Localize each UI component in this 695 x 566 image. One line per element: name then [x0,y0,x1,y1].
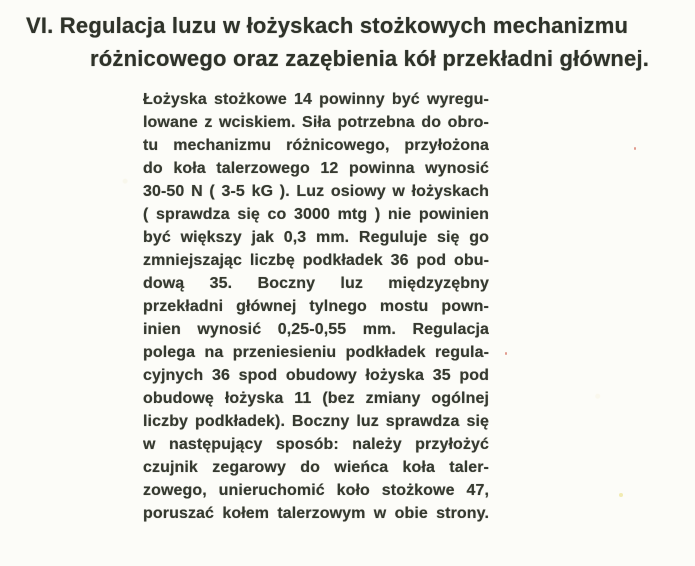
paragraph-line: ( sprawdza się co 3000 mtg ) nie powinien [143,206,489,223]
paragraph-line: liczby podkładek). Boczny luz sprawdza się [143,413,489,430]
body-paragraph [143,88,489,525]
scan-speckle [505,352,507,355]
paragraph-line: Łożyska stożkowe 14 powinny być wyregu- [143,91,489,108]
paragraph-line: cyjnych 36 spod obudowy łożyska 35 pod [143,367,489,384]
section-heading-line-2: różnicowego oraz zazębienia kół przekładni głównej. [90,46,650,71]
scan-speckle [619,493,623,497]
paragraph-line: być większy jak 0,3 mm. Reguluje się go [143,229,489,246]
paragraph-line: dową 35. Boczny luz międzyzębny [143,275,489,292]
paragraph-line: obudowę łożyska 11 (bez zmiany ogólnej [143,390,489,407]
paragraph-line: zowego, unieruchomić koło stożkowe 47, [143,482,489,499]
paragraph-line: zmniejszając liczbę podkładek 36 pod obu- [143,252,489,269]
paragraph-line: w następujący sposób: należy przyłożyć [143,436,489,453]
scan-speckle [634,147,636,150]
paragraph-line: przekładni głównej tylnego mostu pown- [143,298,489,315]
paragraph-line: polega na przeniesieniu podkładek regula- [143,344,489,361]
paragraph-line: 30-50 N ( 3-5 kG ). Luz osiowy w łożyskach [143,183,489,200]
section-heading-line-1: VI. Regulacja luzu w łożyskach stożkowych mechanizmu [26,13,629,38]
paragraph-line: poruszać kołem talerzowym w obie strony. [143,505,489,522]
paragraph-line: inien wynosić 0,25-0,55 mm. Regulacja [143,321,489,338]
paragraph-line: lowane z wciskiem. Siła potrzebna do obro- [143,114,489,131]
paragraph-line: czujnik zegarowy do wieńca koła taler- [143,459,489,476]
paragraph-line: do koła talerzowego 12 powinna wynosić [143,160,489,177]
paragraph-line: tu mechanizmu różnicowego, przyłożona [143,137,489,154]
